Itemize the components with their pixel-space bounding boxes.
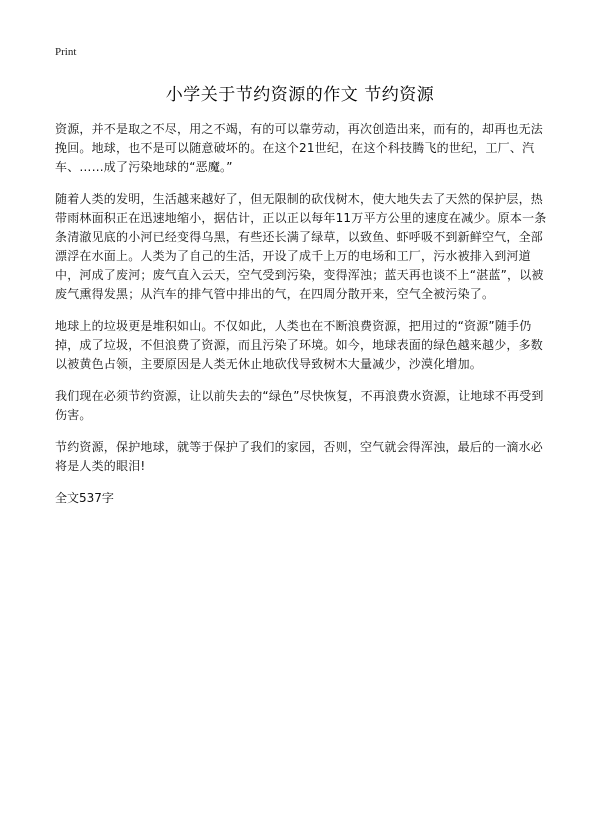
article-paragraph: 随着人类的发明，生活越来越好了，但无限制的砍伐树木，使大地失去了天然的保护层，热带雨林面积正在迅速地缩小，据估计，正以正以每年11万平方公里的速度在减少。原本一条条清澈见底的小河已经变得乌黑，有些还长满了绿草，以致鱼、虾呼吸不到新鲜空气，全部漂浮在水面上。人类为了自己的生活，开设了成千上万的电场和工厂，污水被排入到河道中，河成了废河；废气直入云天，空气受到污染，变得浑浊；蓝天再也谈不上“湛蓝”，以被废气熏得发黑；从汽车的排气管中排出的气，在四周分散开来，空气全被污染了。 <box>55 192 547 301</box>
word-count: 全文537字 <box>55 491 114 505</box>
article-body <box>55 120 549 508</box>
article-title: 小学关于节约资源的作文 节约资源 <box>165 85 435 105</box>
article-paragraph: 地球上的垃圾更是堆积如山。不仅如此，人类也在不断浪费资源，把用过的“资源”随手仍掉，成了垃圾，不但浪费了资源，而且污染了环境。如今，地球表面的绿色越来越少，多数以被黄色占领，主要原因是人类无休止地砍伐导致树木大量减少，沙漠化增加。 <box>55 319 544 371</box>
article-paragraph: 节约资源，保护地球，就等于保护了我们的家园，否则，空气就会得浑浊，最后的一滴水必将是人类的眼泪! <box>55 440 544 473</box>
article-paragraph: 我们现在必须节约资源，让以前失去的“绿色”尽快恢复，不再浪费水资源，让地球不再受到伤害。 <box>55 389 544 422</box>
article-paragraph: 资源，并不是取之不尽，用之不竭，有的可以靠劳动，再次创造出来，而有的，却再也无法挽回。地球，也不是可以随意破坏的。在这个21世纪，在这个科技腾飞的世纪，工厂、汽车、……成了污染地球的“恶魔。” <box>55 122 544 174</box>
print-link[interactable]: Print <box>55 46 77 58</box>
